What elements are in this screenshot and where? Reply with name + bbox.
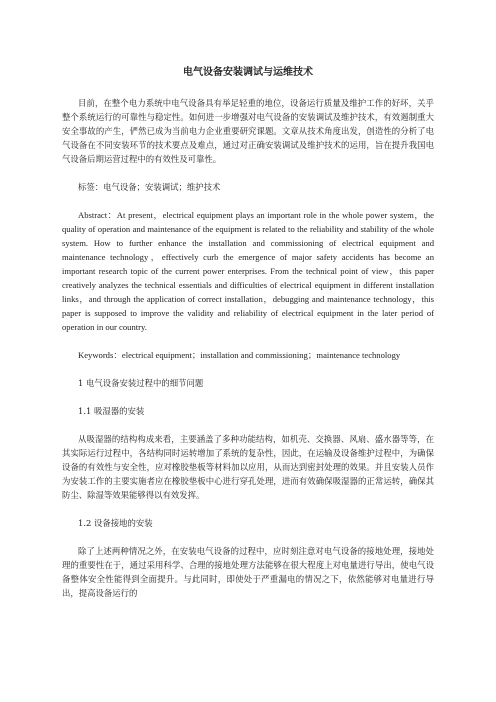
abstract-english: Abstract：At present，electrical equipment plays an important role in the whole power system，the quality of operation and maintenance of the equipment is related to the reliability and stability of the whole system. How to further enhance the installation and commissioning of electrical equipment and maintenance technology，effectively curb the emergence of major safety accidents has become an important research topic of the current power enterprises. From the technical point of view，this paper creatively analyzes the technical essentials and difficulties of electrical equipment in different installation links，and through the application of correct installation，debugging and maintenance technology，this paper is supposed to improve the validity and reliability of electrical equipment in the later period of operation in our country. bbox=[62, 210, 434, 332]
abstract-chinese: 目前，在整个电力系统中电气设备具有举足轻重的地位，设备运行质量及维护工作的好坏，关乎整个系统运行的可靠性与稳定性。如何进一步增强对电气设备的安装调试及维护技术，有效遏制重大安全事故的产生，俨然已成为当前电力企业重要研究课题。文章从技术角度出发，创造性的分析了电气设备在不同安装环节的技术要点及难点，通过对正确安装调试及维护技术的运用，旨在提升我国电气设备后期运营过程中的有效性及可靠性。 bbox=[62, 98, 434, 164]
section-1-1-heading: 1.1 吸湿器的安装 bbox=[78, 406, 145, 416]
document-title: 电气设备安装调试与运维技术 bbox=[183, 67, 313, 78]
section-1-2-heading: 1.2 设备接地的安装 bbox=[78, 518, 153, 528]
section-1-2-body: 除了上述两种情况之外，在安装电气设备的过程中，应时刻注意对电气设备的接地处理，接地处理的重要性在于，通过采用科学、合理的接地处理方法能够在很大程度上对电量进行导出，使电气设备整体安全性能得到全面提升。与此同时，即使处于严重漏电的情况之下，依然能够对电量进行导出，提高设备运行的 bbox=[62, 546, 434, 598]
section-1-1-body: 从吸湿器的结构构成来看，主要涵盖了多种功能结构，如机壳、交换器、风扇、盛水器等等，在其实际运行过程中，各结构同时运转增加了系统的复杂性，因此，在运输及设备维护过程中，为确保设备的有效性与安全性，应对橡胶垫板等材料加以应用，从而达到密封处理的效果。并且安装人员作为安装工作的主要实施者应在橡胶垫板中心进行穿孔处理，进而有效确保吸湿器的正常运转，确保其防尘、除湿等效果能够得以有效发挥。 bbox=[62, 434, 434, 500]
keywords-chinese: 标签：电气设备；安装调试；维护技术 bbox=[78, 182, 221, 192]
section-1-heading: 1 电气设备安装过程中的细节问题 bbox=[78, 378, 204, 388]
keywords-english: Keywords：electrical equipment；installation and commissioning；maintenance technology bbox=[78, 350, 401, 360]
